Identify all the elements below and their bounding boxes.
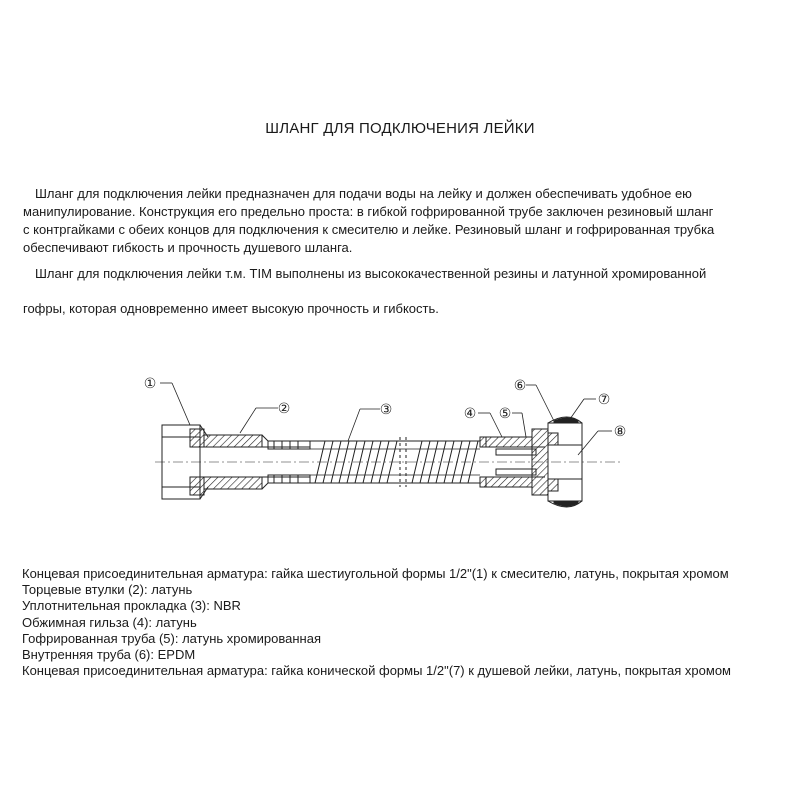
spec-item: Гофрированная труба (5): латунь хромированная — [22, 630, 321, 646]
hose-diagram — [143, 375, 650, 525]
description-paragraph-2 — [23, 265, 783, 283]
callout-3: ③ — [379, 402, 393, 418]
spec-item: Внутренняя труба (6): EPDM — [22, 647, 196, 663]
paragraph-line: манипулирование. Конструкция его предельно проста: в гибкой гофрированной трубе заключен резиновый шланг — [23, 204, 714, 219]
paragraph-line: Шланг для подключения лейки предназначен для подачи воды на лейку и должен обеспечивать удобное ею — [35, 186, 692, 201]
spec-item: Обжимная гильза (4): латунь — [22, 614, 197, 630]
spec-item: Концевая присоединительная арматура: гайка шестиугольной формы 1/2"(1) к смесителю, латунь, покрытая хромом — [22, 566, 729, 581]
callout-2: ② — [277, 401, 291, 417]
description-paragraph-2-continued — [23, 300, 783, 318]
spec-item: Концевая присоединительная арматура: гайка конической формы 1/2"(7) к душевой лейки, латунь, покрытая хромом — [22, 663, 731, 679]
page-title: ШЛАНГ ДЛЯ ПОДКЛЮЧЕНИЯ ЛЕЙКИ — [265, 120, 535, 137]
callout-7: ⑦ — [597, 392, 611, 408]
paragraph-line: Шланг для подключения лейки т.м. TIM выполнены из высококачественной резины и латунной хромированной — [35, 266, 707, 281]
specifications-list — [22, 566, 731, 679]
description-paragraph-1 — [23, 185, 783, 257]
callout-8: ⑧ — [613, 424, 627, 440]
callout-4: ④ — [463, 406, 477, 422]
paragraph-line: с контргайками с обеих концов для подключения к смесителю и лейке. Резиновый шланг и гофрированная трубка — [23, 222, 715, 237]
callout-5: ⑤ — [498, 406, 512, 422]
callout-6: ⑥ — [513, 378, 527, 394]
paragraph-line: обеспечивают гибкость и прочность душевого шланга. — [23, 240, 353, 255]
spec-item: Торцевые втулки (2): латунь — [22, 582, 193, 598]
paragraph-line: гофры, которая одновременно имеет высокую прочность и гибкость. — [23, 301, 439, 316]
callout-1: ① — [143, 376, 157, 392]
spec-item: Уплотнительная прокладка (3): NBR — [22, 598, 241, 614]
